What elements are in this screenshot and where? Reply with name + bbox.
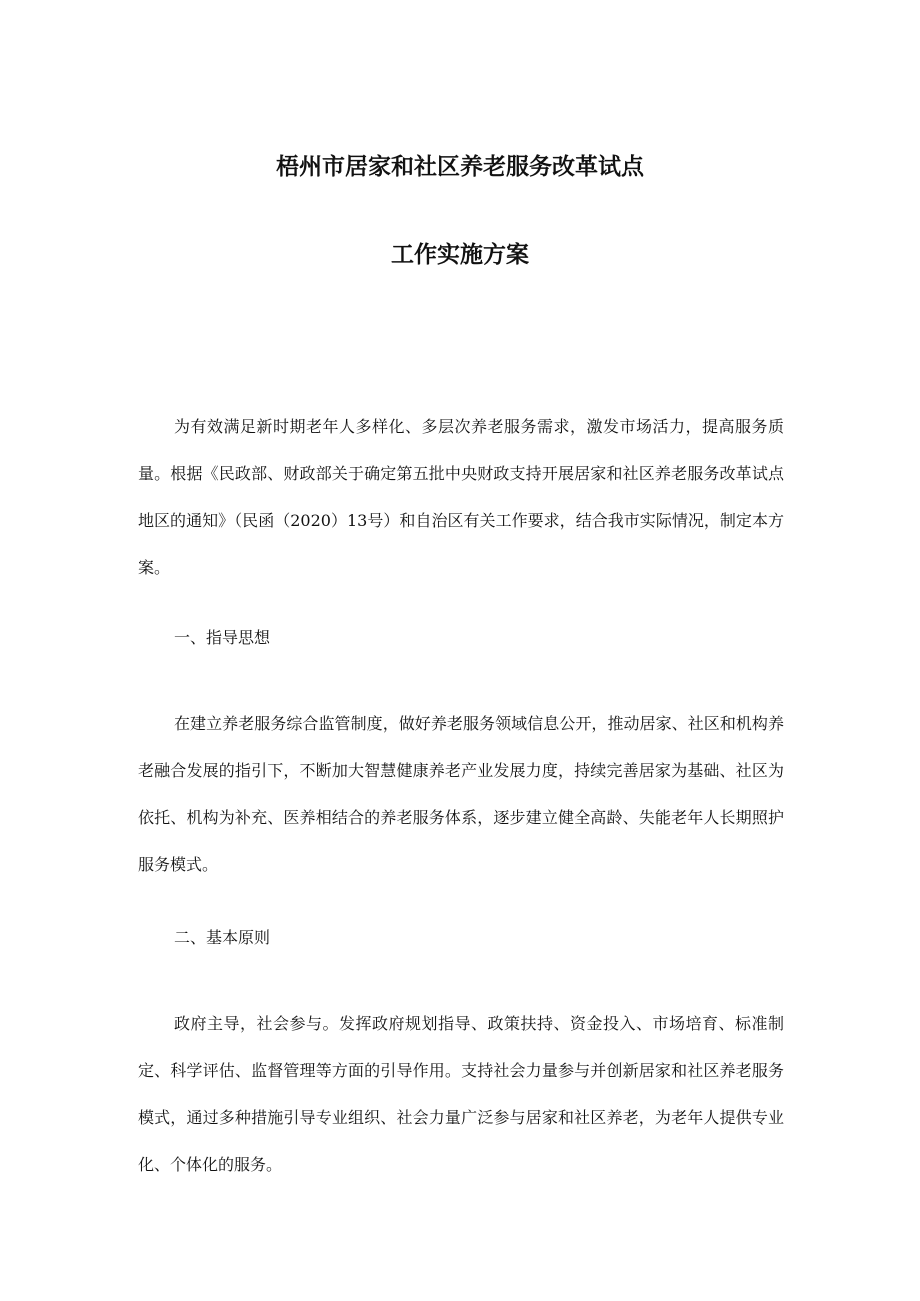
section-heading-basic-principles: 二、基本原则 [174,928,271,947]
section-body-guiding-ideology: 在建立养老服务综合监管制度，做好养老服务领域信息公开，推动居家、社区和机构养老融合发展的指引下，不断加大智慧健康养老产业发展力度，持续完善居家为基础、社区为依托、机构为补充、医养相结合的养老服务体系，逐步建立健全高龄、失能老年人长期照护服务模式。 [138,714,784,874]
section-heading-guiding-ideology: 一、指导思想 [174,628,271,647]
section-body-basic-principles: 政府主导，社会参与。发挥政府规划指导、政策扶持、资金投入、市场培育、标准制定、科学评估、监督管理等方面的引导作用。支持社会力量参与并创新居家和社区养老服务模式，通过多种措施引导专业组织、社会力量广泛参与居家和社区养老，为老年人提供专业化、个体化的服务。 [138,1014,784,1174]
document-title-line2: 工作实施方案 [391,242,529,268]
document-title-line1: 梧州市居家和社区养老服务改革试点 [276,154,644,180]
intro-paragraph: 为有效满足新时期老年人多样化、多层次养老服务需求，激发市场活力，提高服务质量。根据《民政部、财政部关于确定第五批中央财政支持开展居家和社区养老服务改革试点地区的通知》（民函（2020）13号）和自治区有关工作要求，结合我市实际情况，制定本方案。 [138,417,784,577]
